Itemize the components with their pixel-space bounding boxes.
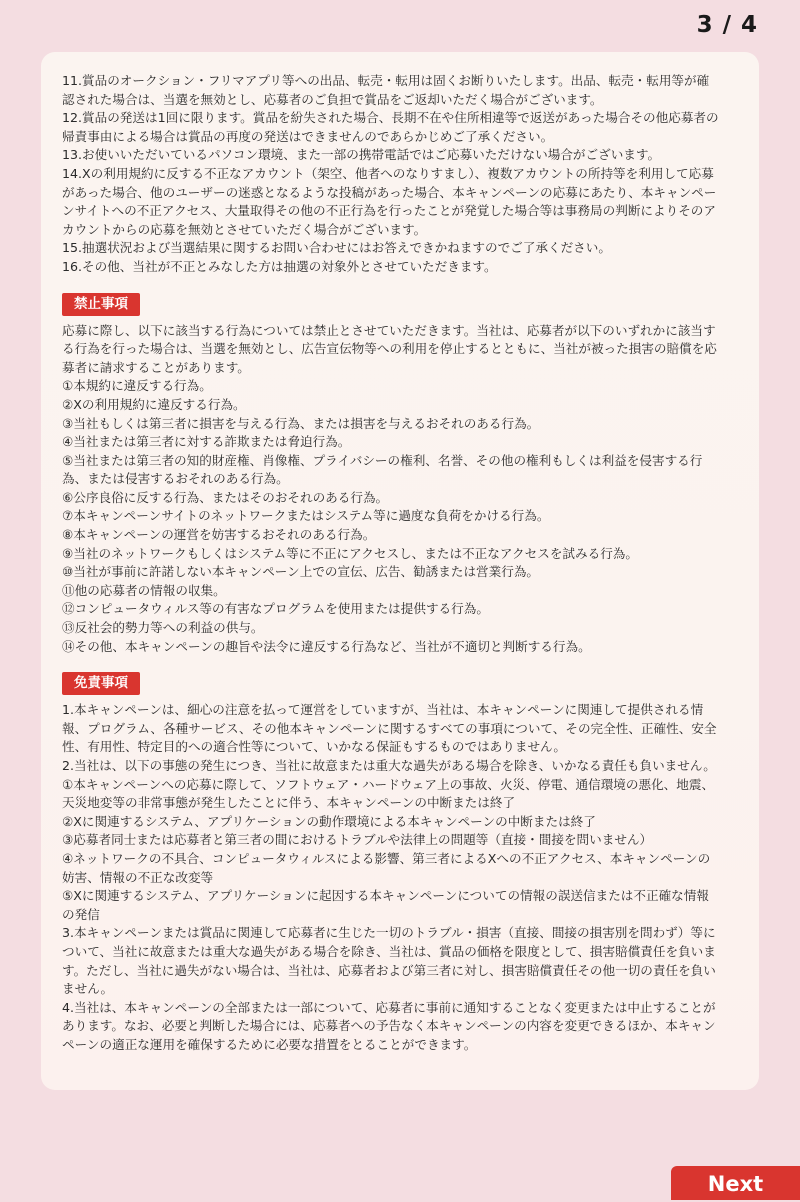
disclaimer-line: 4.当社は、本キャンペーンの全部または一部について、応募者に事前に通知することなく変更または中止することが — [62, 999, 716, 1015]
page-indicator: 3 / 4 — [696, 12, 758, 38]
disclaimer-line: ④ネットワークの不具合、コンピュータウィルスによる影響、第三者によるXへの不正アクセス、本キャンペーンの — [62, 850, 711, 866]
disclaimer-line: 1.本キャンペーンは、細心の注意を払って運営をしていますが、当社は、本キャンペーンに関連して提供される情 — [62, 702, 704, 718]
terms-line: があった場合、他のユーザーの迷惑となるような投稿があった場合、本キャンペーンの応募にあたり、本キャンペー — [62, 184, 717, 200]
terms-list — [62, 72, 737, 277]
prohibited-line: 募者に請求することがあります。 — [62, 359, 250, 375]
prohibited-line: ⑧本キャンペーンの運営を妨害するおそれのある行為。 — [62, 527, 376, 543]
disclaimer-line: ついて、当社に故意または重大な過失がある場合を除き、当社は、賞品の価格を限度として、損害賠償責任を負いま — [62, 943, 716, 959]
disclaimer-line: 2.当社は、以下の事態の発生につき、当社に故意または重大な過失がある場合を除き、いかなる責任も負いません。 — [62, 758, 716, 773]
terms-line: ンサイトへの不正アクセス、大量取得その他の不正行為を行ったことが発覚した場合等は事務局の判断によりそのア — [62, 203, 716, 219]
terms-line: カウントからの応募を無効とさせていただく場合がございます。 — [62, 221, 427, 237]
disclaimer-line: の発信 — [62, 906, 100, 922]
disclaimer-line: ②Xに関連するシステム、アプリケーションの動作環境による本キャンペーンの中断または終了 — [62, 813, 596, 829]
disclaimer-line: あります。なお、必要と判断した場合には、応募者への予告なく本キャンペーンの内容を変更できるほか、本キャン — [62, 1018, 716, 1034]
prohibited-line: 応募に際し、以下に該当する行為については禁止とさせていただきます。当社は、応募者が以下のいずれかに該当す — [62, 322, 716, 338]
terms-line: 15.抽選状況および当選結果に関するお問い合わせにはお答えできかねますのでご了承ください。 — [62, 240, 611, 256]
prohibited-line: ⑬反社会的勢力等への利益の供与。 — [62, 620, 264, 636]
disclaimer-line: 天災地変等の非常事態が発生したことに伴う、本キャンペーンの中断または終了 — [62, 795, 516, 811]
prohibited-line: ⑤当社または第三者の知的財産権、肖像権、プライバシーの権利、名誉、その他の権利もしくは利益を侵害する行 — [62, 452, 703, 468]
terms-line: 11.賞品のオークション・フリマアプリ等への出品、転売・転用は固くお断りいたします。出品、転売・転用等が確 — [62, 73, 710, 88]
prohibited-line: る行為を行った場合は、当選を無効とし、広告宣伝物等への利用を停止するとともに、当社が被った損害の賠償を応 — [62, 341, 717, 357]
disclaimer-line: す。ただし、当社に過失がない場合は、当社は、応募者および第三者に対し、損害賠償責任その他一切の責任を負い — [62, 962, 716, 978]
prohibited-line: ②Xの利用規約に違反する行為。 — [62, 396, 246, 412]
prohibited-line: ①本規約に違反する行為。 — [62, 378, 212, 394]
disclaimer-section — [62, 672, 737, 1054]
prohibited-line: ⑭その他、本キャンペーンの趣旨や法令に違反する行為など、当社が不適切と判断する行為。 — [62, 638, 591, 654]
terms-card — [41, 52, 759, 1090]
prohibited-line: 為、または侵害するおそれのある行為。 — [62, 471, 289, 487]
disclaimer-line: ③応募者同士または応募者と第三者の間におけるトラブルや法律上の問題等（直接・間接を問いません） — [62, 832, 653, 848]
disclaimer-line: 妨害、情報の不正な改変等 — [62, 869, 214, 885]
disclaimer-line: ません。 — [62, 981, 114, 997]
prohibited-section — [62, 293, 737, 657]
prohibited-line: ⑦本キャンペーンサイトのネットワークまたはシステム等に過度な負荷をかける行為。 — [62, 508, 550, 524]
terms-line: 13.お使いいただいているパソコン環境、また一部の携帯電話ではご応募いただけない場合がございます。 — [62, 147, 661, 163]
disclaimer-line: ①本キャンペーンへの応募に際して、ソフトウェア・ハードウェア上の事故、火災、停電、通信環境の悪化、地震、 — [62, 776, 715, 792]
prohibited-line: ⑪他の応募者の情報の収集。 — [62, 582, 226, 598]
terms-line: 16.その他、当社が不正とみなした方は抽選の対象外とさせていただきます。 — [62, 258, 497, 274]
terms-line: 帰責事由による場合は賞品の再度の発送はできませんのであらかじめご了承ください。 — [62, 128, 554, 144]
disclaimer-line: ⑤Xに関連するシステム、アプリケーションに起因する本キャンペーンについての情報の誤送信または不正確な情報 — [62, 888, 709, 904]
disclaimer-line: 3.本キャンペーンまたは賞品に関連して応募者に生じた一切のトラブル・損害（直接、間接の損害別を問わず）等に — [62, 925, 716, 941]
disclaimer-line: 報、プログラム、各種サービス、その他本キャンペーンに関するすべての事項について、その完全性、正確性、安全 — [62, 720, 717, 736]
prohibited-line: ⑨当社のネットワークもしくはシステム等に不正にアクセスし、または不正なアクセスを試みる行為。 — [62, 545, 638, 561]
prohibited-line: ⑫コンピュータウィルス等の有害なプログラムを使用または提供する行為。 — [62, 601, 489, 617]
prohibited-line: ⑥公序良俗に反する行為、またはそのおそれのある行為。 — [62, 489, 389, 505]
prohibited-line: ④当社または第三者に対する詐欺または脅迫行為。 — [62, 434, 351, 450]
disclaimer-heading: 免責事項 — [62, 672, 140, 695]
prohibited-line: ③当社もしくは第三者に損害を与える行為、または損害を与えるおそれのある行為。 — [62, 415, 540, 431]
prohibited-heading: 禁止事項 — [62, 293, 140, 316]
terms-line: 12.賞品の発送は1回に限ります。賞品を紛失された場合、長期不在や住所相違等で返送があった場合その他応募者の — [62, 110, 719, 126]
prohibited-line: ⑩当社が事前に許諾しない本キャンペーン上での宣伝、広告、勧誘または営業行為。 — [62, 564, 540, 580]
next-button[interactable]: Next — [671, 1166, 800, 1200]
terms-line: 認された場合は、当選を無効とし、応募者のご負担で賞品をご返却いただく場合がございます。 — [62, 91, 603, 107]
disclaimer-line: ペーンの適正な運用を確保するために必要な措置をとることができます。 — [62, 1036, 477, 1052]
disclaimer-line: 性、有用性、特定目的への適合性等について、いかなる保証もするものではありません。 — [62, 739, 567, 755]
terms-line: 14.Xの利用規約に反する不正なアカウント（架空、他者へのなりすまし）、複数アカウントの所持等を利用して応募 — [62, 165, 714, 181]
